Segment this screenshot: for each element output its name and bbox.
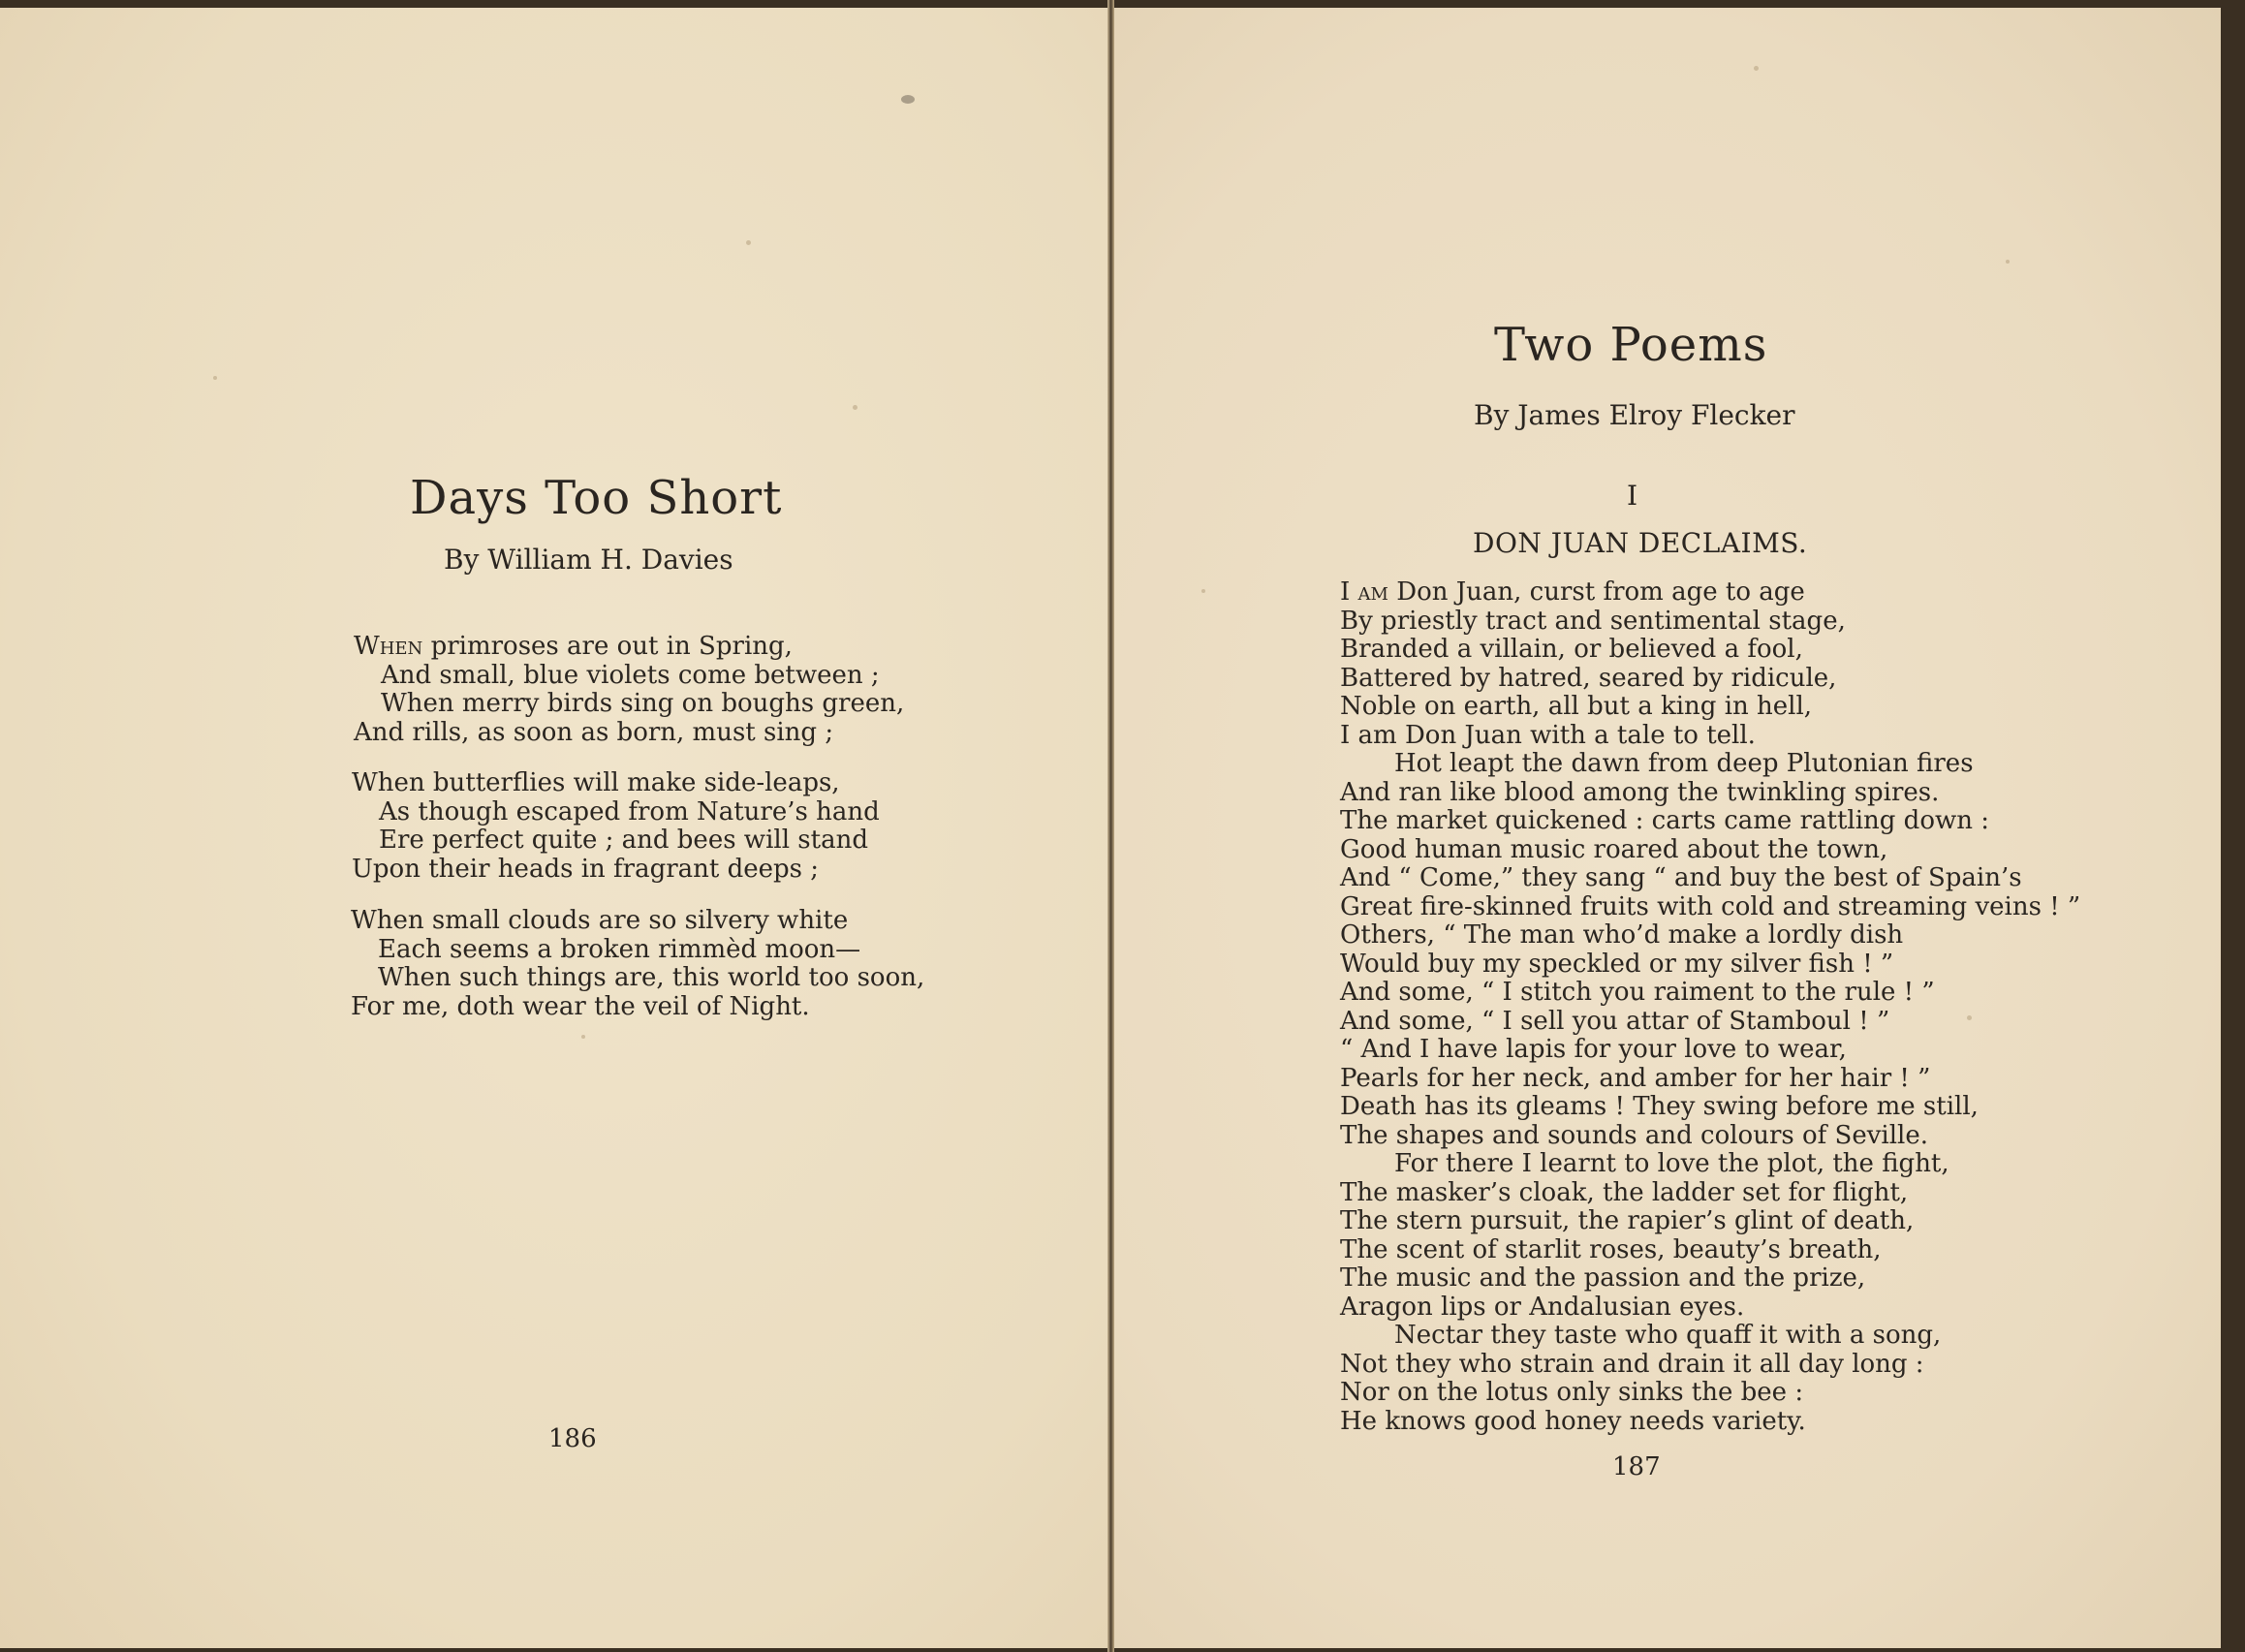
poem-line: Noble on earth, all but a king in hell,	[1340, 692, 1813, 721]
poem-body	[1340, 578, 2080, 1436]
poem-line: Aragon lips or Andalusian eyes.	[1340, 1292, 1745, 1322]
poem-line: Death has its gleams ! They swing before me still,	[1340, 1092, 1979, 1121]
poem-line: For there I learnt to love the plot, the fight,	[1394, 1149, 1949, 1178]
poem-title: Days Too Short	[410, 471, 783, 525]
stanza-1	[354, 633, 904, 747]
right-page	[1114, 8, 2221, 1648]
poem-line: Branded a villain, or believed a fool,	[1340, 635, 1803, 664]
poem-line: For me, doth wear the veil of Night.	[351, 991, 810, 1021]
poem-line: And small, blue violets come between ;	[381, 660, 880, 690]
poem-title: Two Poems	[1494, 318, 1768, 372]
poem-line: Not they who strain and drain it all day long :	[1340, 1349, 1924, 1379]
ink-mark	[901, 95, 915, 104]
section-number: I	[1627, 480, 1638, 512]
stanza-3	[351, 907, 924, 1021]
paper-speck	[213, 376, 217, 380]
poem-line: He knows good honey needs variety.	[1340, 1406, 1806, 1436]
poem-line: Ere perfect quite ; and bees will stand	[379, 826, 868, 855]
poem-line: Upon their heads in fragrant deeps ;	[352, 854, 820, 884]
poem-line: Good human music roared about the town,	[1340, 834, 1888, 864]
poem-line: Great fire-skinned fruits with cold and streaming veins ! ”	[1340, 891, 2081, 921]
poem-line: The music and the passion and the prize,	[1340, 1263, 1866, 1293]
page-number: 186	[548, 1424, 597, 1453]
poem-byline: By James Elroy Flecker	[1474, 399, 1795, 431]
paper-speck	[746, 240, 751, 245]
poem-line: Nor on the lotus only sinks the bee :	[1340, 1378, 1804, 1407]
poem-line: When primroses are out in Spring,	[354, 632, 793, 661]
paper-speck	[853, 405, 857, 410]
poem-line: Nectar they taste who quaff it with a song,	[1394, 1321, 1942, 1350]
poem-byline: By William H. Davies	[444, 544, 733, 576]
poem-line: Hot leapt the dawn from deep Plutonian fires	[1394, 749, 1974, 778]
poem-line: Battered by hatred, seared by ridicule,	[1340, 663, 1837, 693]
poem-line: And some, “ I sell you attar of Stamboul ! ”	[1340, 1006, 1890, 1036]
poem-line: When small clouds are so silvery white	[351, 906, 849, 935]
paper-speck	[581, 1035, 585, 1039]
paper-speck	[1754, 66, 1759, 71]
poem-line: Would buy my speckled or my silver fish ! ”	[1340, 949, 1894, 979]
poem-line: The stern pursuit, the rapier’s glint of death,	[1340, 1206, 1915, 1235]
poem-line: When merry birds sing on boughs green,	[381, 689, 905, 718]
paper-speck	[1201, 589, 1205, 593]
section-title: DON JUAN DECLAIMS.	[1473, 527, 1808, 559]
poem-line: By priestly tract and sentimental stage,	[1340, 606, 1846, 636]
paper-speck	[2006, 260, 2010, 264]
paper-speck	[1967, 1015, 1972, 1020]
poem-line: And “ Come,” they sang “ and buy the best of Spain’s	[1340, 863, 2022, 892]
poem-line: When such things are, this world too soon,	[378, 963, 925, 992]
poem-line: Each seems a broken rimmèd moon—	[378, 934, 861, 964]
poem-line: “ And I have lapis for your love to wear,	[1340, 1035, 1847, 1064]
poem-line: When butterflies will make side-leaps,	[352, 768, 840, 797]
poem-line: The masker’s cloak, the ladder set for flight,	[1340, 1177, 1909, 1207]
poem-line: The scent of starlit roses, beauty’s breath,	[1340, 1234, 1882, 1264]
book-gutter	[1107, 0, 1114, 1652]
drop-word: When	[354, 632, 423, 661]
poem-line: Pearls for her neck, and amber for her hair ! ”	[1340, 1063, 1931, 1093]
poem-line: I am Don Juan with a tale to tell.	[1340, 720, 1756, 750]
poem-line: And ran like blood among the twinkling spires.	[1340, 777, 1940, 807]
poem-line: As though escaped from Nature’s hand	[379, 796, 880, 826]
poem-line: The market quickened : carts came rattling down :	[1340, 806, 1989, 835]
poem-line: Others, “ The man who’d make a lordly dish	[1340, 920, 1904, 950]
poem-line: And rills, as soon as born, must sing ;	[354, 717, 834, 747]
stanza-2	[352, 769, 880, 884]
poem-line: I am Don Juan, curst from age to age	[1340, 577, 1805, 607]
drop-word: I am	[1340, 577, 1388, 607]
poem-line: The shapes and sounds and colours of Seville.	[1340, 1120, 1929, 1150]
page-number: 187	[1612, 1452, 1661, 1481]
left-page	[0, 8, 1107, 1648]
poem-line: And some, “ I stitch you raiment to the rule ! ”	[1340, 978, 1935, 1007]
